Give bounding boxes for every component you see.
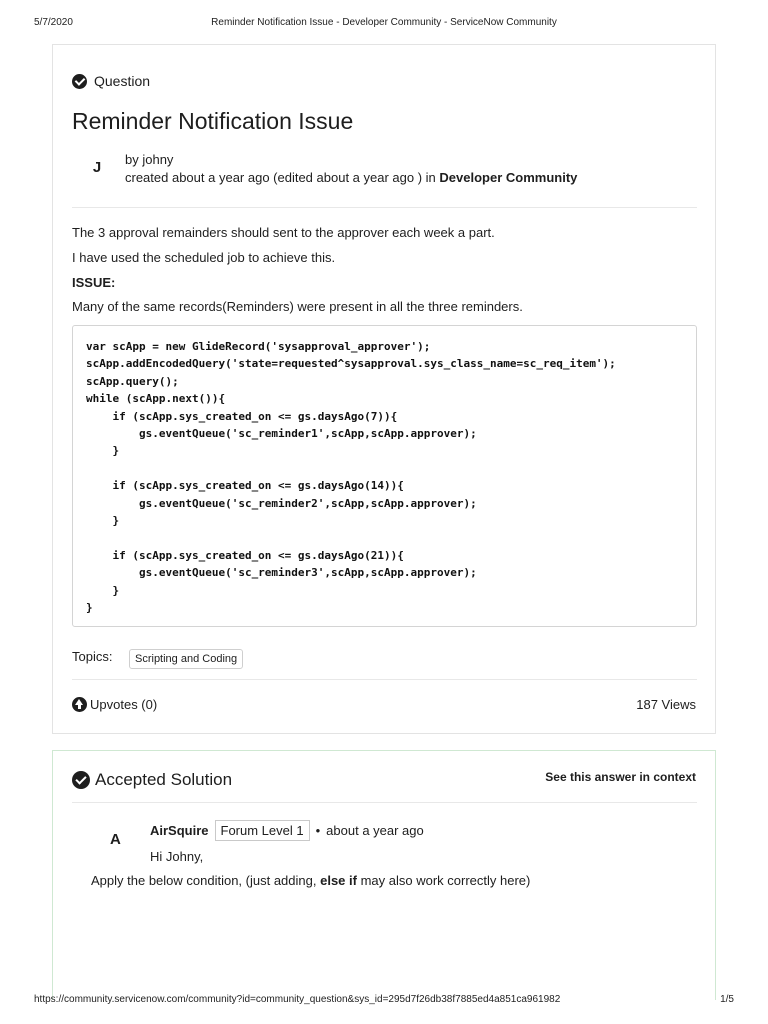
upvotes-label: Upvotes (0) (90, 697, 158, 712)
views-count: 187 Views (636, 697, 696, 712)
created-line (125, 169, 577, 187)
answer-author-avatar[interactable]: A (110, 831, 121, 848)
issue-label: ISSUE: (72, 275, 116, 290)
topics-label: Topics: (72, 649, 113, 664)
body-line-2: I have used the scheduled job to achieve this. (72, 250, 336, 265)
answer-body-line (91, 873, 530, 888)
check-circle-icon (72, 771, 90, 789)
accepted-solution-text: Accepted Solution (95, 770, 233, 789)
arrow-up-circle-icon (72, 697, 87, 712)
body-line-3: Many of the same records(Reminders) were present in all the three reminders. (72, 299, 523, 314)
answer-greeting: Hi Johny, (150, 849, 204, 864)
apply-prefix: Apply the below condition, (just adding, (91, 873, 317, 888)
created-text: created about a year ago (edited about a year ago ) in (125, 170, 436, 185)
check-circle-icon (72, 74, 87, 89)
answer-author-row (150, 820, 424, 841)
print-header (0, 14, 768, 32)
answer-author-name[interactable]: AirSquire (150, 823, 209, 838)
community-link[interactable]: Developer Community (439, 170, 578, 185)
author-line[interactable]: by johny (125, 152, 174, 167)
see-in-context-link[interactable]: See this answer in context (545, 770, 696, 784)
divider (72, 679, 697, 680)
question-card (52, 44, 716, 734)
print-page-number: 1/5 (720, 994, 734, 1005)
question-title: Reminder Notification Issue (72, 108, 354, 134)
question-type-label (72, 73, 150, 89)
apply-suffix: may also work correctly here) (360, 873, 531, 888)
upvote-button[interactable] (72, 697, 157, 712)
code-content: var scApp = new GlideRecord('sysapproval_approver'); scApp.addEncodedQuery('state=requested^sysapproval.sys_class_name=sc_req_item'); scApp.query(); while (scApp.next()){ if (scApp.sys_created_on <= gs.daysAgo(7)){ gs.eventQueue('sc_reminder1',scApp,scApp.approver); } if (scApp.sys_created_on <= gs.daysAgo(14)){ gs.eventQueue('sc_reminder2',scApp,scApp.approver); } if (scApp.sys_created_on <= gs.daysAgo(21)){ gs.eventQueue('sc_reminder3',scApp,scApp.approver); } } (86, 340, 616, 615)
print-date: 5/7/2020 (34, 17, 73, 28)
body-line-1: The 3 approval remainders should sent to the approver each week a part. (72, 225, 495, 240)
question-byline (125, 151, 577, 187)
forum-level-badge: Forum Level 1 (215, 820, 310, 841)
divider (72, 802, 697, 803)
code-block[interactable] (72, 325, 697, 627)
divider (72, 207, 697, 208)
accepted-solution-card (52, 750, 716, 1000)
print-url: https://community.servicenow.com/community?id=community_question&sys_id=295d7f26db38f7885ed4a851ca961982 (34, 994, 561, 1005)
apply-bold: else if (320, 873, 357, 888)
print-footer (0, 992, 768, 1008)
separator-dot: • (315, 823, 321, 838)
author-avatar[interactable]: J (92, 159, 102, 176)
topic-tag[interactable]: Scripting and Coding (129, 649, 243, 669)
question-type-text: Question (94, 73, 151, 89)
answer-time: about a year ago (326, 823, 424, 838)
accepted-solution-heading (72, 770, 232, 790)
print-page-title: Reminder Notification Issue - Developer Community - ServiceNow Community (211, 17, 557, 28)
